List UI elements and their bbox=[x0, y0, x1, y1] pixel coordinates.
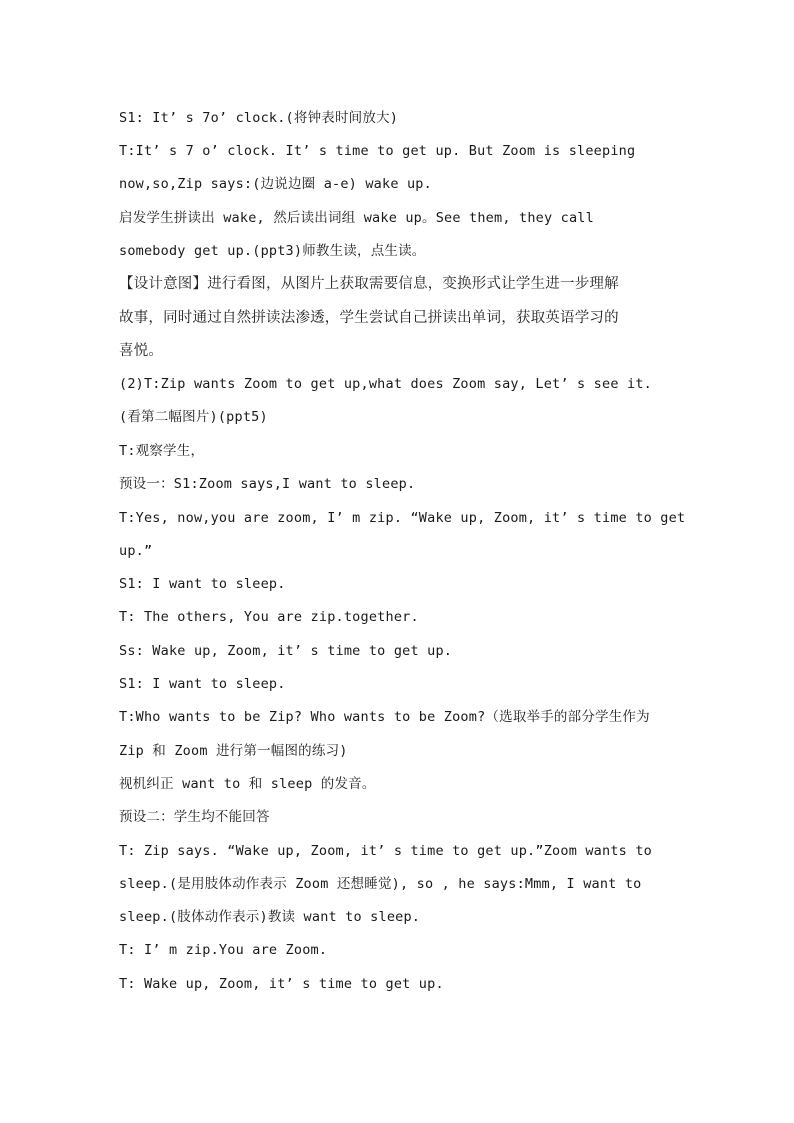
text-line: 视机纠正 want to 和 sleep 的发音。 bbox=[119, 776, 376, 792]
text-line: 故事，同时通过自然拼读法渗透，学生尝试自己拼读出单词，获取英语学习的 bbox=[119, 310, 619, 326]
text-line: 预设二：学生均不能回答 bbox=[119, 809, 270, 825]
text-line: up.” bbox=[119, 543, 153, 559]
text-line: T:观察学生， bbox=[119, 443, 205, 459]
text-line: (看第二幅图片)(ppt5) bbox=[119, 409, 268, 425]
text-line: T: Zip says. “Wake up, Zoom, it’ s time to get up.”Zoom wants to bbox=[119, 843, 652, 859]
text-line: somebody get up.(ppt3)师教生读，点生读。 bbox=[119, 243, 426, 259]
text-line: sleep.(是用肢体动作表示 Zoom 还想睡觉), so , he says:Mmm, I want to bbox=[119, 876, 642, 892]
text-line: S1: I want to sleep. bbox=[119, 576, 286, 592]
text-line: Zip 和 Zoom 进行第一幅图的练习) bbox=[119, 743, 348, 759]
text-line: sleep.(肢体动作表示)教读 want to sleep. bbox=[119, 909, 421, 925]
text-line: 启发学生拼读出 wake, 然后读出词组 wake up。See them, they call bbox=[119, 210, 594, 226]
text-line: T: The others, You are zip.together. bbox=[119, 609, 419, 625]
text-line: 预设一：S1:Zoom says,I want to sleep. bbox=[119, 476, 416, 492]
text-line: S1: I want to sleep. bbox=[119, 676, 286, 692]
design-intent-line: 【设计意图】进行看图，从图片上获取需要信息，变换形式让学生进一步理解 bbox=[119, 276, 619, 292]
text-line: Ss: Wake up, Zoom, it’ s time to get up. bbox=[119, 643, 453, 659]
text-line: 喜悦。 bbox=[119, 343, 164, 359]
text-line: S1: It’ s 7o’ clock.(将钟表时间放大) bbox=[119, 110, 399, 126]
text-line: T:It’ s 7 o’ clock. It’ s time to get up. But Zoom is sleeping bbox=[119, 143, 636, 159]
text-line: T:Yes, now,you are zoom, I’ m zip. “Wake up, Zoom, it’ s time to get bbox=[119, 510, 686, 526]
text-line: T: Wake up, Zoom, it’ s time to get up. bbox=[119, 976, 444, 992]
text-line: T: I’ m zip.You are Zoom. bbox=[119, 942, 328, 958]
text-line: (2)T:Zip wants Zoom to get up,what does Zoom say, Let’ s see it. bbox=[119, 376, 652, 392]
text-line: T:Who wants to be Zip? Who wants to be Zoom?（选取举手的部分学生作为 bbox=[119, 709, 650, 725]
text-line: now,so,Zip says:(边说边圈 a-e) wake up. bbox=[119, 176, 432, 192]
